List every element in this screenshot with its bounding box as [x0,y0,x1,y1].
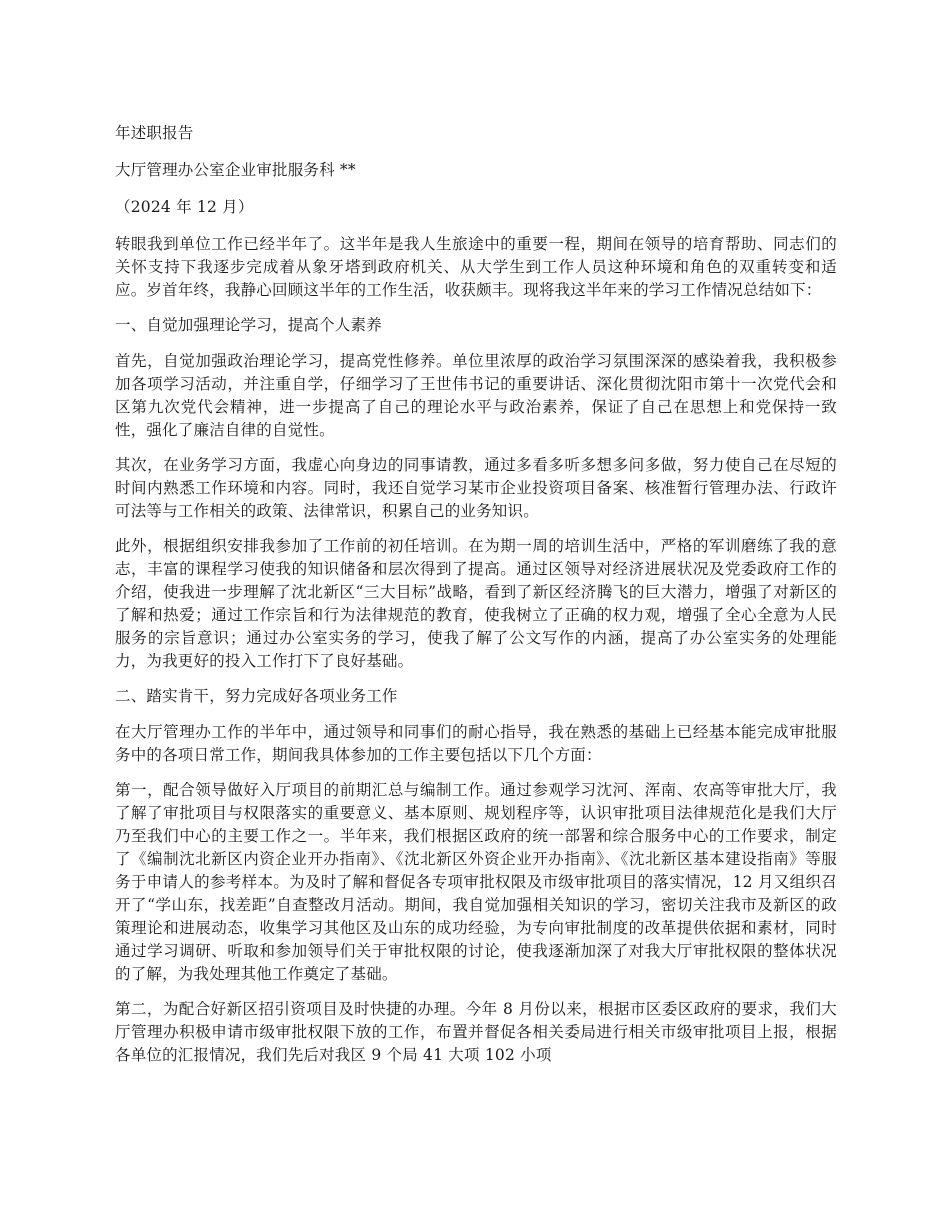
section-heading-2: 二、踏实肯干，努力完成好各项业务工作 [115,687,398,705]
section-heading-1: 一、自觉加强理论学习，提高个人素养 [115,316,382,334]
paragraph: 首先，自觉加强政治理论学习，提高党性修养。单位里浓厚的政治学习氛围深深的感染着我，我积极参加各项学习活动，并注重自学，仔细学习了王世伟书记的重要讲话、深化贯彻沈阳市第十一次党代会和区第九次党代会精神，进一步提高了自己的理论水平与政治素养，保证了自己在思想上和党保持一致性，强化了廉洁自律的自觉性。 [115,352,837,439]
paragraph: 第一，配合领导做好入厅项目的前期汇总与编制工作。通过参观学习沈河、浑南、农高等审批大厅，我了解了审批项目与权限落实的重要意义、基本原则、规划程序等，认识审批项目法律规范化是我们大厅乃至我们中心的主要工作之一。半年来，我们根据区政府的统一部署和综合服务中心的工作要求，制定了《编制沈北新区内资企业开办指南》、《沈北新区外资企业开办指南》、《沈北新区基本建设指南》等服务于申请人的参考样本。为及时了解和督促各专项审批权限及市级审批项目的落实情况，12 月又组织召开了“学山东，找差距”自查整改月活动。期间，我自觉加强相关知识的学习，密切关注我市及新区的政策理论和进展动态，收集学习其他区及山东的成功经验，为专向审批制度的改革提供依据和素材，同时通过学习调研、听取和参加领导们关于审批权限的讨论，使我逐渐加深了对我大厅审批权限的整体状况的了解，为我处理其他工作奠定了基础。 [115,781,837,983]
paragraph: 在大厅管理办工作的半年中，通过领导和同事们的耐心指导，我在熟悉的基础上已经基本能完成审批服务中的各项日常工作，期间我具体参加的工作主要包括以下几个方面： [115,723,837,764]
paragraph: 其次，在业务学习方面，我虚心向身边的同事请教，通过多看多听多想多问多做，努力使自己在尽短的时间内熟悉工作环境和内容。同时，我还自觉学习某市企业投资项目备案、核准暂行管理办法、行政许可法等与工作相关的政策、法律常识，积累自己的业务知识。 [115,456,837,520]
paragraph-intro: 转眼我到单位工作已经半年了。这半年是我人生旅途中的重要一程，期间在领导的培育帮助、同志们的关怀支持下我逐步完成着从象牙塔到政府机关、从大学生到工作人员这种环境和角色的双重转变和适应。岁首年终，我静心回顾这半年的工作生活，收获颇丰。现将我这半年来的学习工作情况总结如下： [115,235,837,299]
document-date: （2024 年 12 月） [115,198,254,216]
paragraph: 此外，根据组织安排我参加了工作前的初任培训。在为期一周的培训生活中，严格的军训磨练了我的意志，丰富的课程学习使我的知识储备和层次得到了提高。通过区领导对经济进展状况及党委政府工作的介绍，使我进一步理解了沈北新区“三大目标”战略，看到了新区经济腾飞的巨大潜力，增强了对新区的了解和热爱；通过工作宗旨和行为法律规范的教育，使我树立了正确的权力观，增强了全心全意为人民服务的宗旨意识；通过办公室实务的学习，使我了解了公文写作的内涵，提高了办公室实务的处理能力，为我更好的投入工作打下了良好基础。 [115,537,837,670]
document-body [115,122,837,1079]
document-author: 大厅管理办公室企业审批服务科 ** [115,161,356,179]
paragraph: 第二，为配合好新区招引资项目及时快捷的办理。今年 8 月份以来，根据市区委区政府的要求，我们大厅管理办积极申请市级审批权限下放的工作，布置并督促各相关委局进行相关市级审批项目上报，根据各单位的汇报情况，我们先后对我区 9 个局 41 大项 102 小项 [115,1000,837,1064]
document-title: 年述职报告 [115,124,194,142]
